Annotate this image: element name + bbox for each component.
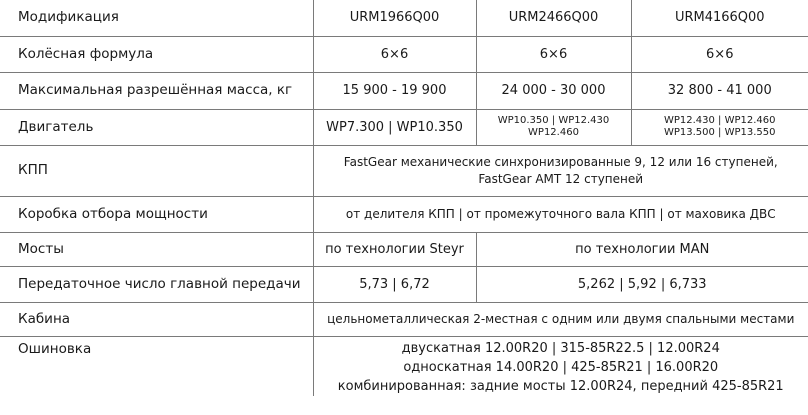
table-row	[0, 232, 808, 266]
gearbox-value-line: FastGear AMT 12 ступеней	[478, 171, 644, 186]
engine-value-line: WP12.460	[528, 127, 579, 138]
table-row	[0, 196, 808, 232]
wheel-formula-value: 6×6	[476, 36, 631, 72]
table-row	[0, 266, 808, 302]
wheel-formula-value: 6×6	[631, 36, 808, 72]
engine-value	[476, 109, 631, 145]
model-3-header: URM4166Q00	[631, 0, 808, 36]
pto-value: от делителя КПП | от промежуточного вала КПП | от маховика ДВС	[313, 196, 808, 232]
max-mass-value: 15 900 - 19 900	[313, 72, 476, 109]
wheel-formula-label: Колёсная формула	[0, 36, 313, 72]
wheel-formula-value: 6×6	[313, 36, 476, 72]
engine-value-line: WP13.500 | WP13.550	[663, 127, 776, 138]
ratio-value: 5,262 | 5,92 | 6,733	[476, 266, 808, 302]
axles-value: по технологии Steyr	[313, 232, 476, 266]
table-row	[0, 109, 808, 145]
ratio-label: Передаточное число главной передачи	[0, 266, 313, 302]
tires-value-line: односкатная 14.00R20 | 425-85R21 | 16.00R20	[403, 359, 719, 375]
tires-value-line: двускатная 12.00R20 | 315-85R22.5 | 12.00R24	[401, 340, 720, 356]
max-mass-value: 24 000 - 30 000	[476, 72, 631, 109]
engine-value	[631, 109, 808, 145]
axles-label: Мосты	[0, 232, 313, 266]
max-mass-value: 32 800 - 41 000	[631, 72, 808, 109]
axles-value: по технологии MAN	[476, 232, 808, 266]
table-row	[0, 302, 808, 336]
table-header-row	[0, 0, 808, 36]
engine-label: Двигатель	[0, 109, 313, 145]
header-label: Модификация	[0, 0, 313, 36]
model-1-header: URM1966Q00	[313, 0, 476, 36]
cabin-value: цельнометаллическая 2-местная с одним или двумя спальными местами	[313, 302, 808, 336]
tires-value-line: комбинированная: задние мосты 12.00R24, передний 425-85R21	[337, 378, 784, 394]
engine-value: WP7.300 | WP10.350	[313, 109, 476, 145]
engine-value-line: WP10.350 | WP12.430	[497, 115, 610, 126]
tires-value	[313, 336, 808, 396]
pto-label: Коробка отбора мощности	[0, 196, 313, 232]
gearbox-value-line: FastGear механические синхронизированные 9, 12 или 16 ступеней,	[343, 154, 778, 169]
cabin-label: Кабина	[0, 302, 313, 336]
model-2-header: URM2466Q00	[476, 0, 631, 36]
table-row	[0, 145, 808, 196]
table-row	[0, 36, 808, 72]
tires-label: Ошиновка	[0, 336, 313, 396]
gearbox-label: КПП	[0, 145, 313, 196]
max-mass-label: Максимальная разрешённая масса, кг	[0, 72, 313, 109]
gearbox-value	[313, 145, 808, 196]
table-row	[0, 336, 808, 396]
table-row	[0, 72, 808, 109]
ratio-value: 5,73 | 6,72	[313, 266, 476, 302]
engine-value-line: WP12.430 | WP12.460	[663, 115, 776, 126]
